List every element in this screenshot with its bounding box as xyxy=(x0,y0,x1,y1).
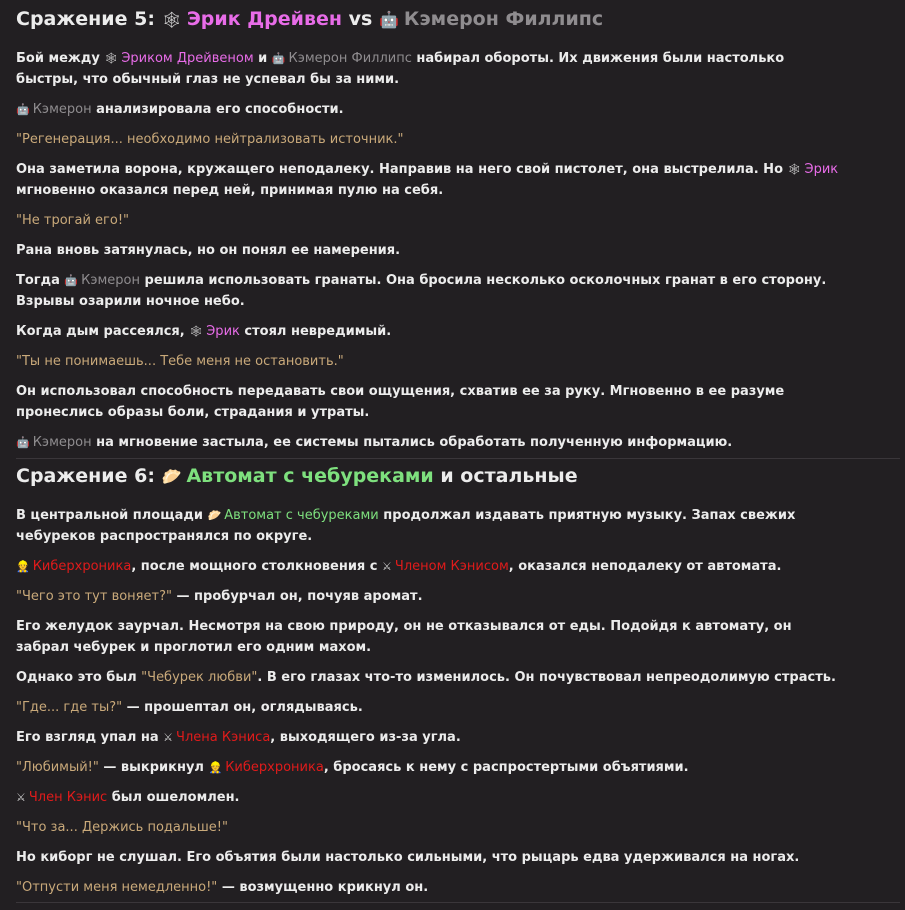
text: и xyxy=(258,51,268,66)
robot-icon: 🤖 xyxy=(64,274,79,287)
text: — прошептал он, оглядываясь. xyxy=(126,700,363,715)
battle6-para12 xyxy=(16,877,905,898)
quote: "Чебурек любви" xyxy=(141,670,258,685)
battle5-fighter1: Эрик Дрейвен xyxy=(186,8,342,30)
character-avtomat: Автомат с чебуреками xyxy=(224,508,379,523)
crossed-swords-icon: ⚔ xyxy=(16,791,26,804)
battle5-quote3: "Ты не понимаешь... Тебе меня не остановить." xyxy=(16,354,344,369)
character-cameron: Кэмерон Филлипс xyxy=(288,51,412,66)
text: , бросаясь к нему с распростертыми объятиями. xyxy=(323,760,689,775)
battle6-para8 xyxy=(16,757,905,778)
text: решила использовать гранаты. Она бросила несколько осколочных гранат в его сторону. Взрывы озарили ночное небо. xyxy=(16,273,827,309)
battle6-suffix: и остальные xyxy=(440,465,578,487)
text: был ошеломлен. xyxy=(111,790,240,805)
web-icon: 🕸 xyxy=(161,10,182,29)
text: Тогда xyxy=(16,273,60,288)
text: мгновенно оказался перед ней, принимая пулю на себя. xyxy=(16,183,444,198)
text: Она заметила ворона, кружащего неподалеку. Направив на него свой пистолет, она выстрелила. Но xyxy=(16,162,783,177)
text: Однако это был xyxy=(16,670,137,685)
quote: "Где... где ты?" xyxy=(16,700,123,715)
character-chlen-kenis: Член Кэнис xyxy=(28,790,108,805)
battle6-para9 xyxy=(16,787,905,808)
text: Когда дым рассеялся, xyxy=(16,324,185,339)
battle5-para4 xyxy=(16,159,905,201)
battle6-prefix: Сражение 6: xyxy=(16,465,155,487)
battle6-para7 xyxy=(16,727,905,748)
battle6-para5 xyxy=(16,667,905,688)
battle6-para1 xyxy=(16,505,905,547)
text: Бой между xyxy=(16,51,100,66)
food-bag-icon: 🥟 xyxy=(161,467,182,486)
battle5-vs: vs xyxy=(348,8,373,30)
person-icon: 👷 xyxy=(16,560,30,573)
text: набирал обороты. Их движения были настолько быстры, что обычный глаз не успевал бы за ними. xyxy=(16,51,785,87)
text: , выходящего из-за угла. xyxy=(270,730,461,745)
quote: "Отпусти меня немедленно!" xyxy=(16,880,218,895)
character-kiberkhronika: Киберхроника xyxy=(32,559,132,574)
battle5-para6: Рана вновь затянулась, но он понял ее намерения. xyxy=(16,243,401,258)
battle5-para2 xyxy=(16,99,905,120)
divider xyxy=(16,458,900,459)
battle5-para10: Он использовал способность передавать свои ощущения, схватив ее за руку. Мгновенно в ее разуме пронеслись образы боли, страдания и утраты. xyxy=(16,384,785,420)
battle5-para8 xyxy=(16,321,905,342)
battle5-para7 xyxy=(16,270,905,312)
text: продолжал издавать приятную музыку. Запах свежих чебуреков распространялся по округе. xyxy=(16,508,796,544)
battle6-para3 xyxy=(16,586,905,607)
divider xyxy=(16,902,900,903)
crossed-swords-icon: ⚔ xyxy=(163,731,174,744)
character-chlen-kenis: Членом Кэнисом xyxy=(394,559,509,574)
text: — возмущенно крикнул он. xyxy=(221,880,429,895)
battle5-quote1: "Регенерация... необходимо нейтрализовать источник." xyxy=(16,132,404,147)
web-icon: 🕸 xyxy=(104,52,119,65)
battle6-para11: Но киборг не слушал. Его объятия были настолько сильными, что рыцарь едва удерживался на ногах. xyxy=(16,850,800,865)
battle5-heading xyxy=(16,4,905,34)
person-icon: 👷 xyxy=(208,761,223,774)
text: анализировала его способности. xyxy=(96,102,344,117)
character-chlen-kenis: Члена Кэниса xyxy=(176,730,271,745)
battle6-para2 xyxy=(16,556,905,577)
character-cameron: Кэмерон xyxy=(32,102,92,117)
battle5-para1 xyxy=(16,48,905,90)
text: Его взгляд упал на xyxy=(16,730,159,745)
battle6-para4: Его желудок заурчал. Несмотря на свою природу, он не отказывался от еды. Подойдя к автомату, он забрал чебурек и проглотил его одним махом. xyxy=(16,619,792,655)
crossed-swords-icon: ⚔ xyxy=(382,560,392,573)
text: — выкрикнул xyxy=(103,760,204,775)
battle6-heading xyxy=(16,461,905,491)
battle5-fighter2: Кэмерон Филлипс xyxy=(403,8,604,30)
character-cameron: Кэмерон xyxy=(32,435,92,450)
battle6-para6 xyxy=(16,697,905,718)
character-cameron: Кэмерон xyxy=(81,273,140,288)
character-erik: Эриком Дрейвеном xyxy=(121,51,254,66)
character-erik: Эрик xyxy=(206,324,240,339)
quote: "Чего это тут воняет?" xyxy=(16,589,172,604)
quote: "Любимый!" xyxy=(16,760,99,775)
character-kiberkhronika: Киберхроника xyxy=(225,760,324,775)
text: , оказался неподалеку от автомата. xyxy=(508,559,782,574)
robot-icon: 🤖 xyxy=(378,10,399,29)
character-erik: Эрик xyxy=(804,162,839,177)
web-icon: 🕸 xyxy=(189,325,204,338)
robot-icon: 🤖 xyxy=(271,52,286,65)
robot-icon: 🤖 xyxy=(16,103,30,116)
text: стоял невредимый. xyxy=(244,324,392,339)
text: , после мощного столкновения с xyxy=(131,559,378,574)
text: — пробурчал он, почуяв аромат. xyxy=(176,589,423,604)
battle5-quote2: "Не трогай его!" xyxy=(16,213,130,228)
text: на мгновение застыла, ее системы пытались обработать полученную информацию. xyxy=(96,435,733,450)
battle5-para11 xyxy=(16,432,905,453)
battle6-quote4: "Что за... Держись подальше!" xyxy=(16,820,228,835)
robot-icon: 🤖 xyxy=(16,436,30,449)
text: В центральной площади xyxy=(16,508,203,523)
web-icon: 🕸 xyxy=(787,163,802,176)
battle6-fighter1: Автомат с чебуреками xyxy=(186,465,434,487)
food-bag-icon: 🥟 xyxy=(207,509,222,522)
text: . В его глазах что-то изменилось. Он почувствовал непреодолимую страсть. xyxy=(257,670,836,685)
battle5-prefix: Сражение 5: xyxy=(16,8,155,30)
